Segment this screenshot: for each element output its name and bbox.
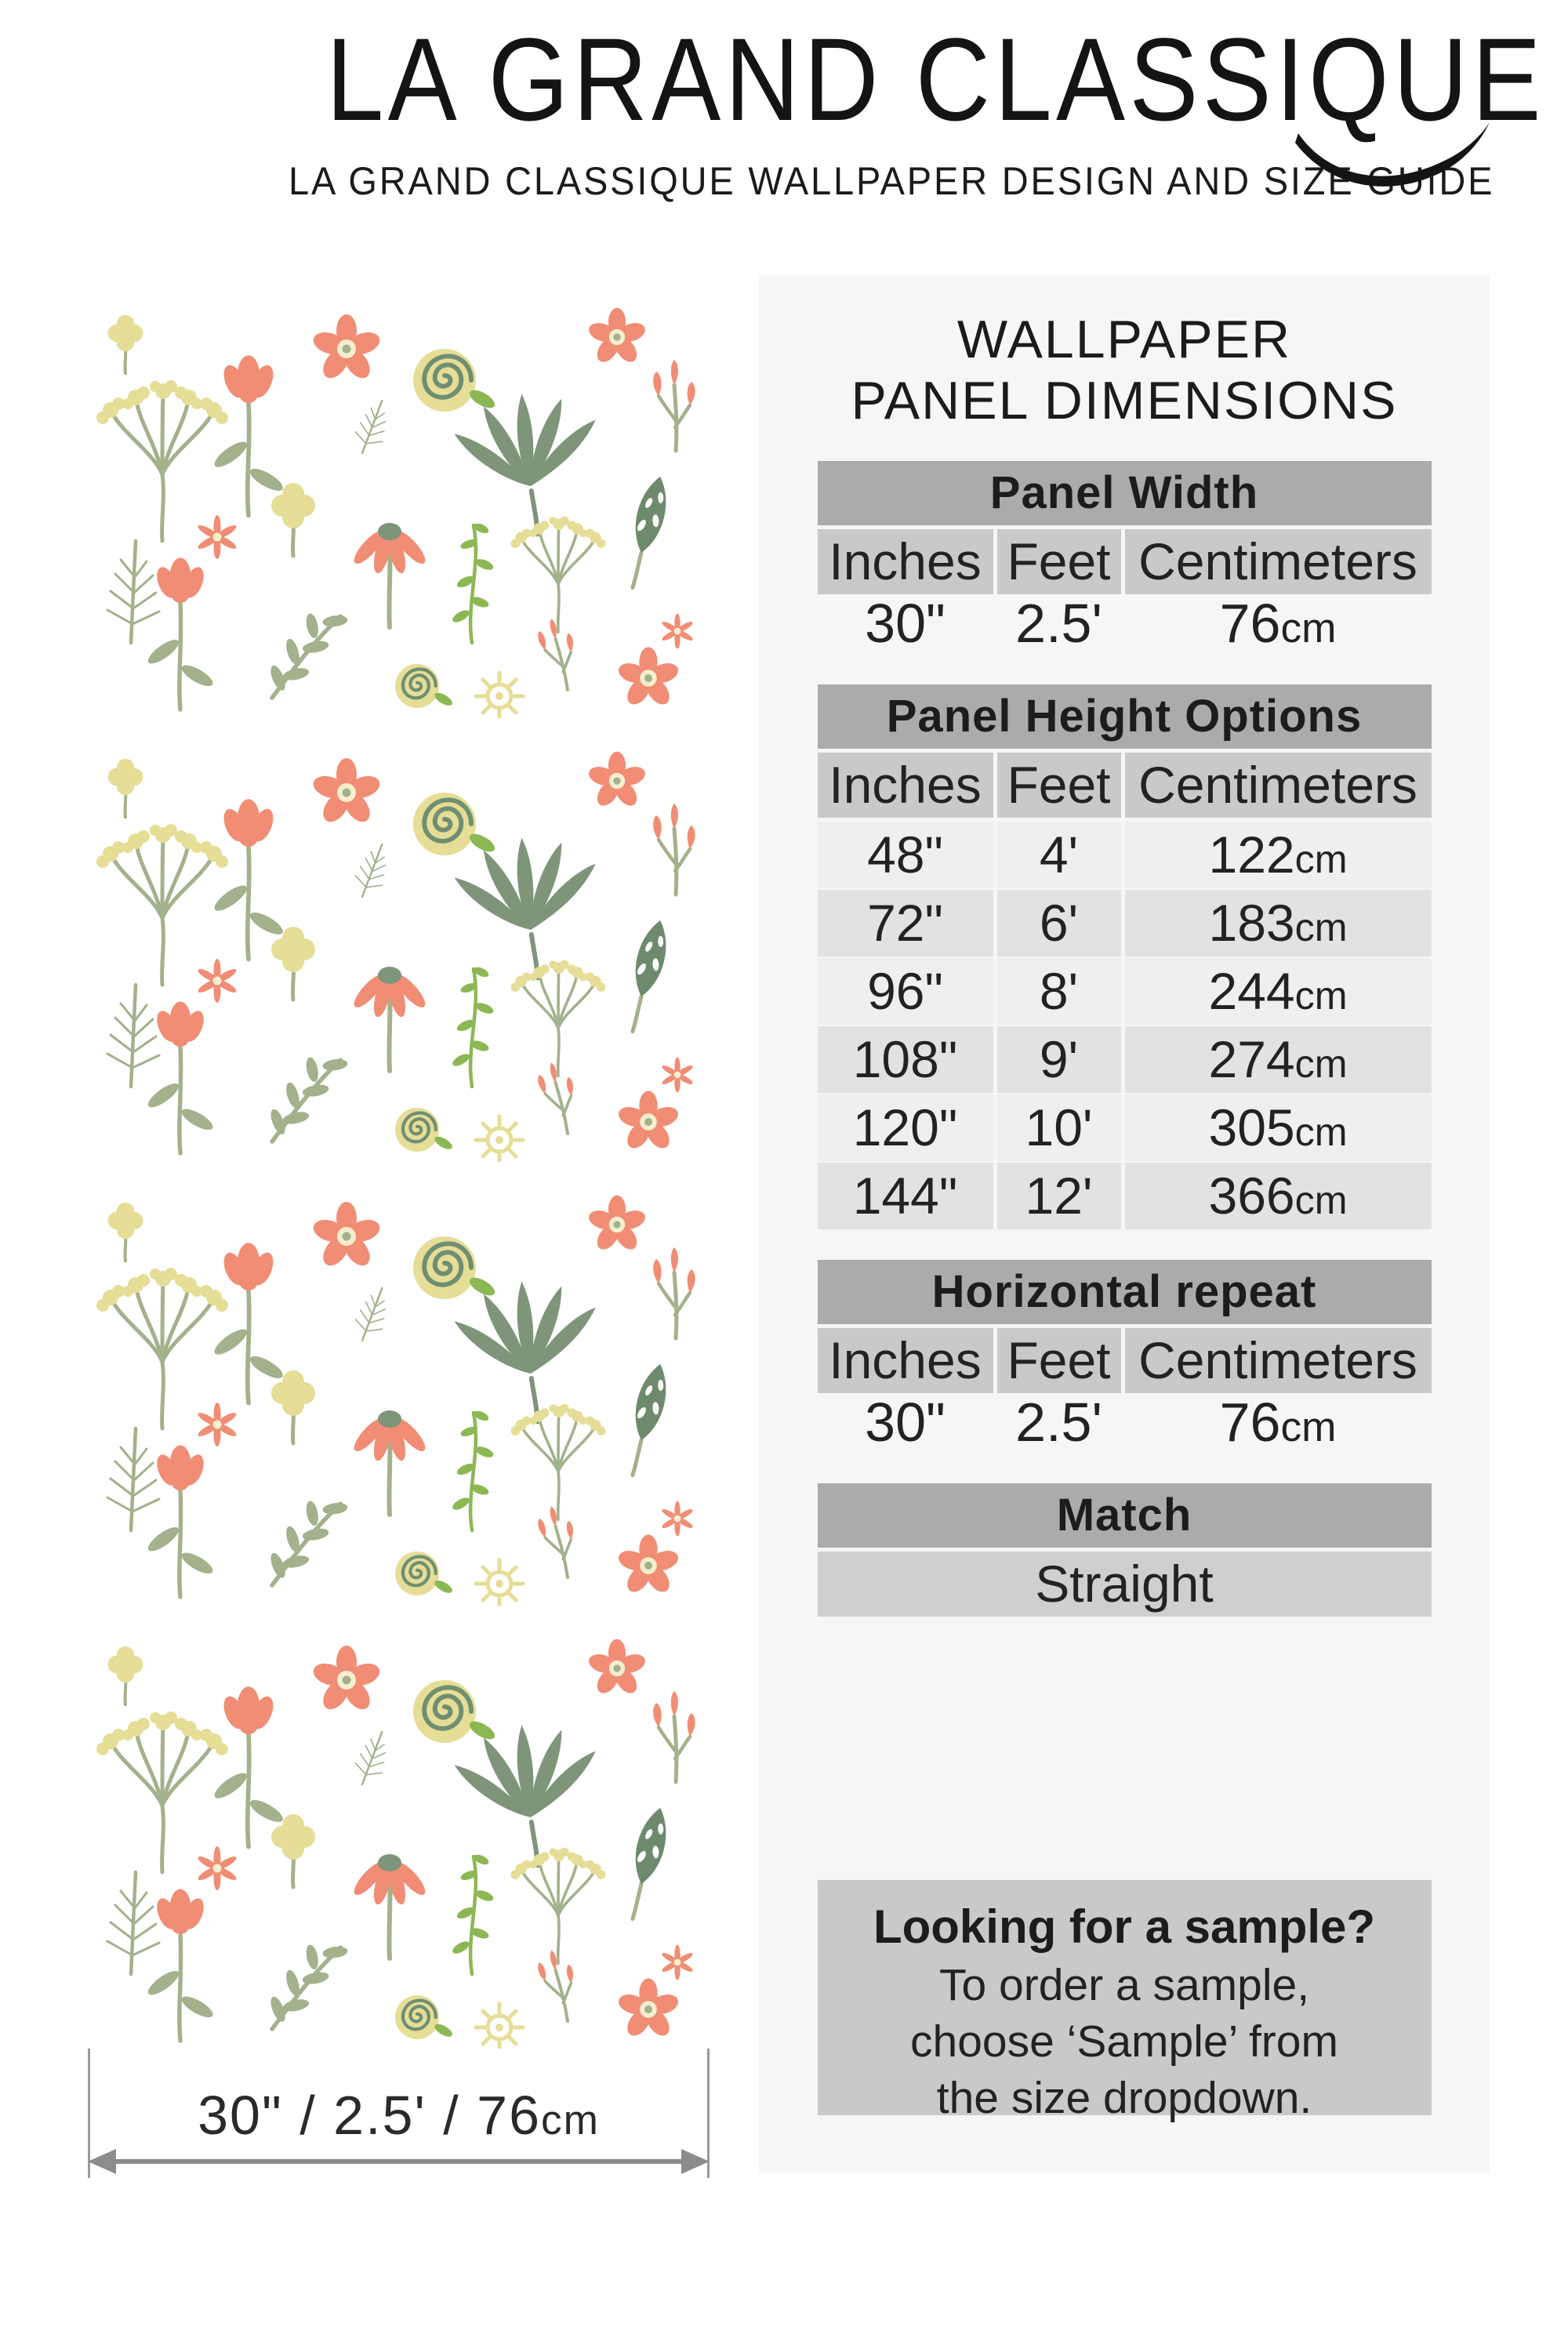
value-cell: 305cm [1125, 1094, 1432, 1161]
width-dimension-arrow [110, 2159, 688, 2164]
column-header-inches: Inches [818, 1328, 993, 1393]
horizontal-repeat-column-headers [818, 1328, 1432, 1393]
value-cell: 76cm [1219, 1393, 1337, 1452]
column-header-centimeters: Centimeters [1125, 1328, 1432, 1393]
value-cell: 48" [818, 822, 993, 888]
value-cell: 274cm [1125, 1026, 1432, 1093]
panel-height-column-headers [818, 753, 1432, 818]
match-value: Straight [818, 1552, 1432, 1617]
column-header-centimeters: Centimeters [1125, 529, 1432, 594]
value-cell: 108" [818, 1026, 993, 1093]
panel-width-values [818, 594, 1432, 653]
sidebar-heading [759, 309, 1490, 431]
column-header-feet: Feet [997, 529, 1121, 594]
panel-width-column-headers [818, 529, 1432, 594]
value-cell: 366cm [1125, 1163, 1432, 1229]
panel-height-values [818, 822, 1432, 1229]
arrowhead-right-icon [681, 2149, 710, 2174]
dimensions-sidebar [759, 274, 1490, 2173]
value-cell: 2.5' [1015, 594, 1102, 653]
value-cell: 2.5' [1015, 1393, 1102, 1452]
value-cell: 144" [818, 1163, 993, 1229]
sample-box-line: choose ‘Sample’ from [910, 2016, 1338, 2067]
column-header-feet: Feet [997, 1328, 1121, 1393]
panel-width-table-header: Panel Width [818, 461, 1432, 525]
column-header-inches: Inches [818, 529, 993, 594]
value-cell: 183cm [1125, 890, 1432, 956]
column-header-centimeters: Centimeters [1125, 753, 1432, 818]
panel-width-label: 30" / 2.5' / 76cm [198, 2085, 600, 2146]
value-cell: 30" [865, 594, 946, 653]
value-cell: 4' [997, 822, 1121, 888]
panel-height-table [818, 684, 1432, 1229]
value-cell: 72" [818, 890, 993, 956]
horizontal-repeat-table-header: Horizontal repeat [818, 1260, 1432, 1324]
sidebar-heading-line1: WALLPAPER [956, 310, 1292, 369]
column-header-feet: Feet [997, 753, 1121, 818]
sample-info-box [818, 1880, 1432, 2123]
floral-pattern-image [88, 274, 710, 2049]
value-cell: 10' [997, 1094, 1121, 1161]
horizontal-repeat-table [818, 1260, 1432, 1452]
value-cell: 96" [818, 958, 993, 1025]
panel-height-table-header: Panel Height Options [818, 684, 1432, 749]
value-cell: 8' [997, 958, 1121, 1025]
value-cell: 6' [997, 890, 1121, 956]
value-cell: 30" [865, 1393, 946, 1452]
column-header-inches: Inches [818, 753, 993, 818]
sidebar-heading-line2: PANEL DIMENSIONS [851, 371, 1398, 430]
value-cell: 9' [997, 1026, 1121, 1093]
match-table [818, 1483, 1432, 1617]
sample-box-title: Looking for a sample? [873, 1900, 1376, 1953]
wallpaper-preview-panel [88, 274, 710, 2049]
page-subtitle: LA GRAND CLASSIQUE WALLPAPER DESIGN AND SIZE GUIDE [289, 159, 1495, 203]
q-swash-flourish-icon [1295, 116, 1493, 210]
value-cell: 12' [997, 1163, 1121, 1229]
sample-box-line: To order a sample, [938, 1960, 1310, 2010]
arrowhead-left-icon [88, 2149, 116, 2174]
sample-box-line: the size dropdown. [936, 2073, 1312, 2123]
value-cell: 244cm [1125, 958, 1432, 1025]
horizontal-repeat-values [818, 1393, 1432, 1452]
value-cell: 120" [818, 1094, 993, 1161]
match-table-header: Match [818, 1483, 1432, 1548]
page-title: LA GRAND CLASSIQUE [326, 13, 1545, 145]
value-cell: 76cm [1219, 594, 1337, 653]
value-cell: 122cm [1125, 822, 1432, 888]
panel-width-table [818, 461, 1432, 653]
